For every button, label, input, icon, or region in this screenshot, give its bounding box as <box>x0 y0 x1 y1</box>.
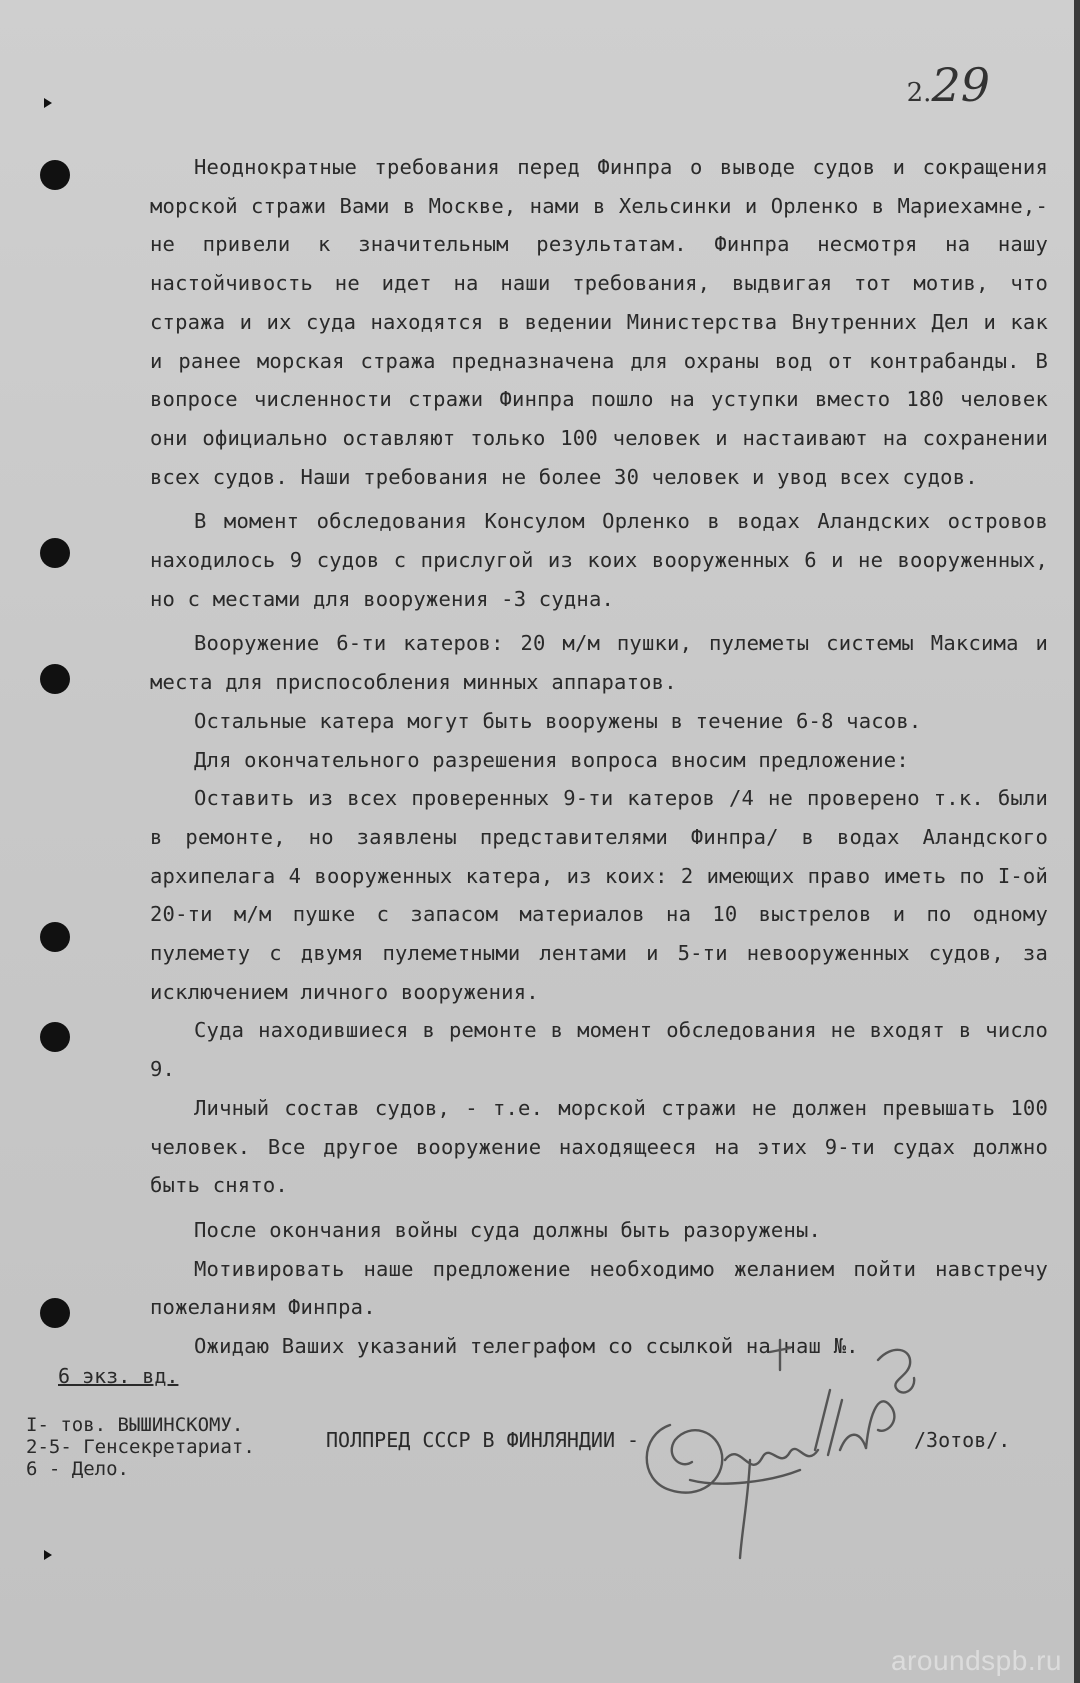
punch-hole <box>40 922 70 952</box>
watermark: aroundspb.ru <box>890 1645 1062 1676</box>
signer-name: /Зотов/. <box>914 1428 1011 1452</box>
signatory-title: ПОЛПРЕД СССР В ФИНЛЯНДИИ - <box>326 1428 640 1452</box>
paragraph: Личный состав судов, - т.е. морской стражи не должен превышать 100 человек. Все другое вооружение находящееся на этих 9-ти судах должно быть снято. <box>150 1095 1048 1198</box>
handwritten-signature <box>630 1330 930 1570</box>
paragraph: После окончания войны суда должны быть разоружены. <box>194 1217 822 1242</box>
paragraph: Суда находившиеся в ремонте в момент обследования не входят в число 9. <box>150 1018 1048 1082</box>
paragraph: Неоднократные требования перед Финпра о выводе судов и сокращения морской стражи Вами в Москве, нами в Хельсинки и Орленко в Мариехамне,- не привели к значительным результатам. Финпра несмотря на нашу настойчивость не идет на наши требования, выдвигая тот мотив, что стража и их суда находятся в ведении Министерства Внутренних Дел и как и ранее морская стража предназначена для охраны вод от контрабанды. В вопросе численности стражи Финпра пошло на уступки вместо 180 человек они официально оставляют только 100 человек и настаивают на сохранении всех судов. Наши требования не более 30 человек и увод всех судов. <box>150 155 1048 489</box>
page-number-handwritten: 29 <box>931 58 990 112</box>
binding-mark <box>44 1550 52 1560</box>
punch-hole <box>40 1022 70 1052</box>
paragraph: Для окончательного разрешения вопроса вносим предложение: <box>194 747 909 772</box>
paragraph: В момент обследования Консулом Орленко в водах Аландских островов находилось 9 судов с прислугой из коих вооруженных 6 и не вооруженных, но с местами для вооружения -3 судна. <box>150 509 1048 611</box>
distribution-item: 6 - Дело. <box>26 1458 129 1480</box>
distribution-list <box>26 1414 255 1480</box>
punch-hole <box>40 160 70 190</box>
paragraph: Оставить из всех проверенных 9-ти катеров /4 не проверено т.к. были в ремонте, но заявлены представителями Финпра/ в водах Аландского архипелага 4 вооруженных катера, из коих: 2 имеющих право иметь по I-ой 20-ти м/м пушке с запасом материалов на 10 выстрелов и по одному пулемету с двумя пулеметными лентами и 5-ти невооруженных судов, за исключением личного вооружения. <box>150 786 1048 1004</box>
copies-note: 6 экз. вд. <box>58 1364 179 1388</box>
distribution-item: 2-5- Генсекретариат. <box>26 1436 255 1458</box>
binding-mark <box>44 98 52 108</box>
page-number <box>907 58 990 112</box>
page-number-prefix: 2. <box>906 78 932 108</box>
letter-body <box>150 148 1048 1366</box>
paragraph: Мотивировать наше предложение необходимо желанием пойти навстречу пожеланиям Финпра. <box>150 1256 1048 1320</box>
punch-hole <box>40 664 70 694</box>
distribution-item: I- тов. ВЫШИНСКОМУ. <box>26 1414 244 1436</box>
paragraph: Остальные катера могут быть вооружены в течение 6-8 часов. <box>194 708 922 733</box>
paragraph: Вооружение 6-ти катеров: 20 м/м пушки, пулеметы системы Максима и места для приспособления минных аппаратов. <box>150 631 1048 695</box>
punch-hole <box>40 538 70 568</box>
paragraph: Ожидаю Ваших указаний телеграфом со ссылкой на наш №. <box>194 1334 859 1359</box>
punch-hole <box>40 1298 70 1328</box>
